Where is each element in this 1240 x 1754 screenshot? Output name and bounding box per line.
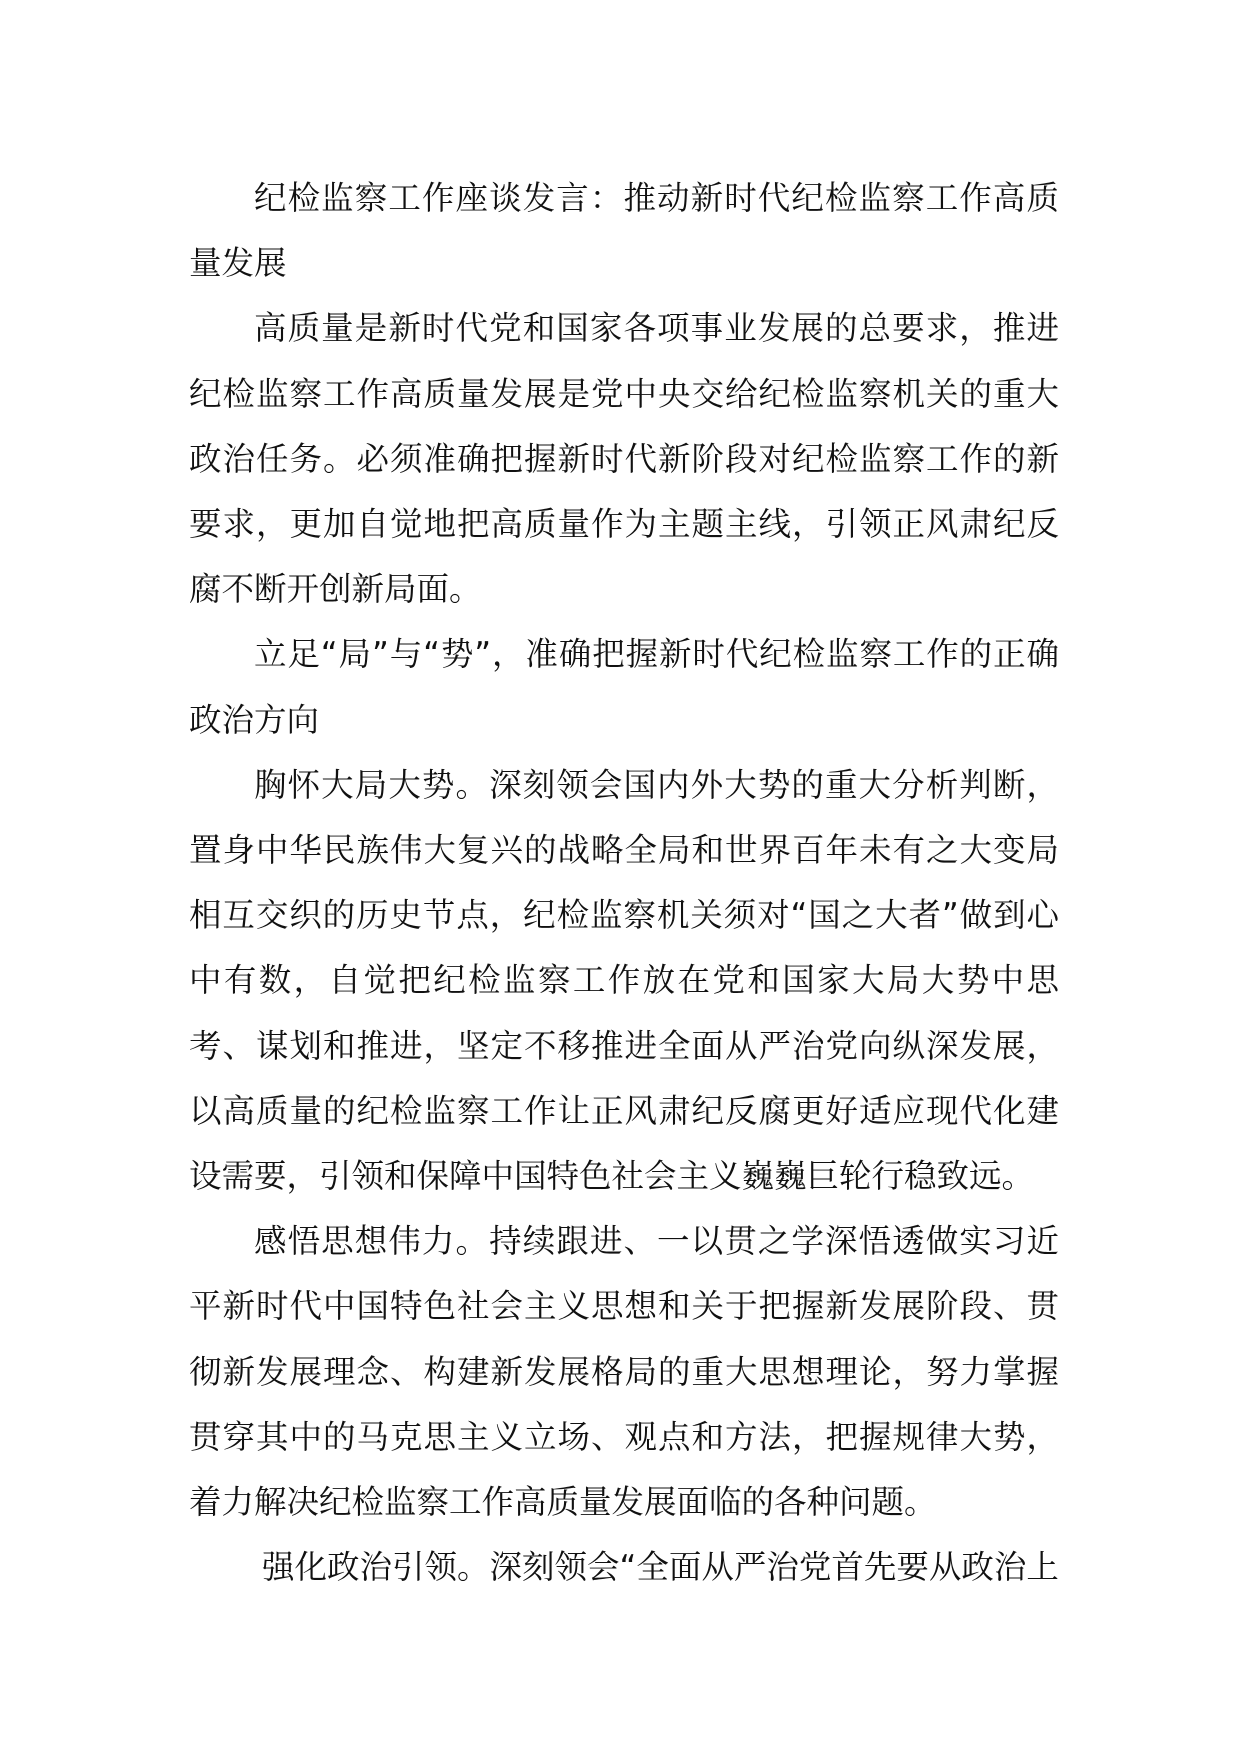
paragraph-4: 强化政治引领。深刻领会“全面从严治党首先要从政治上: [262, 1548, 1059, 1587]
section-heading: 立足“局”与“势”，准确把握新时代纪检监察工作的正确政治方向: [189, 635, 1059, 739]
document-title: 纪检监察工作座谈发言：推动新时代纪检监察工作高质量发展: [189, 179, 1059, 283]
paragraph-3: 感悟思想伟力。持续跟进、一以贯之学深悟透做实习近平新时代中国特色社会主义思想和关于把握新发展阶段、贯彻新发展理念、构建新发展格局的重大思想理论，努力掌握贯穿其中的马克思主义立场、观点和方法，把握规律大势，着力解决纪检监察工作高质量发展面临的各种问题。: [189, 1222, 1059, 1522]
document-body: [189, 166, 1059, 1600]
paragraph-1: 高质量是新时代党和国家各项事业发展的总要求，推进纪检监察工作高质量发展是党中央交给纪检监察机关的重大政治任务。必须准确把握新时代新阶段对纪检监察工作的新要求，更加自觉地把高质量作为主题主线，引领正风肃纪反腐不断开创新局面。: [189, 309, 1059, 609]
paragraph-2: 胸怀大局大势。深刻领会国内外大势的重大分析判断，置身中华民族伟大复兴的战略全局和世界百年未有之大变局相互交织的历史节点，纪检监察机关须对“国之大者”做到心中有数，自觉把纪检监察工作放在党和国家大局大势中思考、谋划和推进，坚定不移推进全面从严治党向纵深发展，以高质量的纪检监察工作让正风肃纪反腐更好适应现代化建设需要，引领和保障中国特色社会主义巍巍巨轮行稳致远。: [189, 765, 1059, 1196]
